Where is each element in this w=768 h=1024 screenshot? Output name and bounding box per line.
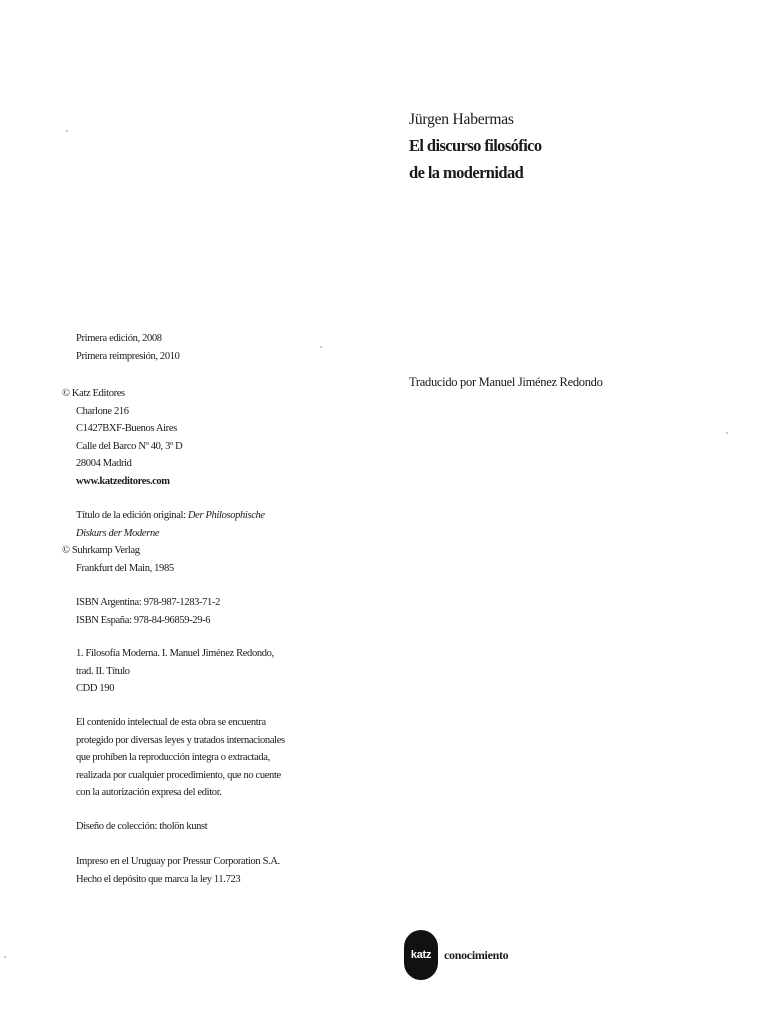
scan-speck [320,346,322,348]
publisher-name: © Katz Editores [62,388,125,399]
print-block [76,853,280,888]
scan-speck [726,432,728,434]
rights-line: El contenido intelectual de esta obra se encuentra [76,717,266,728]
original-title-b: Diskurs der Moderne [76,527,160,539]
original-publisher: © Suhrkamp Verlag [62,545,140,556]
translator-credit: Traducido por Manuel Jiménez Redondo [409,375,603,389]
legal-deposit-line: Hecho el depósito que marca la ley 11.723 [76,873,241,885]
original-title-label: Título de la edición original: [76,510,188,521]
isbn-espana: ISBN España: 978-84-96859-29-6 [76,614,211,626]
isbn-block [76,594,220,629]
isbn-argentina: ISBN Argentina: 978-987-1283-71-2 [76,597,220,608]
original-title-a: Der Philosophische [187,510,265,521]
reprint-line: Primera reimpresión, 2010 [76,350,180,362]
rights-line: que prohíben la reproducción íntegra o extractada, [76,752,270,763]
catalog-line: CDD 190 [76,683,115,694]
address-line: C1427BXF-Buenos Aires [76,423,177,434]
publisher-block [62,385,182,490]
original-title-line [62,507,265,525]
address-line: Charlone 216 [76,405,129,417]
scan-speck [4,956,6,958]
author-name: Jürgen Habermas [409,111,514,128]
address-line: 28004 Madrid [76,458,132,469]
book-title-line-1: El discurso filosófico [409,136,542,155]
scan-speck [66,130,68,132]
print-line: Impreso en el Uruguay por Pressur Corporation S.A. [76,856,280,867]
katz-badge: katz [404,930,438,980]
edition-block [76,330,180,365]
catalog-block [76,645,274,698]
catalog-line: 1. Filosofía Moderna. I. Manuel Jiménez Redondo, [76,648,274,659]
rights-line: con la autorización expresa del editor. [76,787,222,798]
rights-line: realizada por cualquier procedimiento, que no cuente [76,769,281,781]
design-block [76,818,207,836]
collection-name: conocimiento [444,947,509,962]
catalog-line: trad. II. Título [76,665,130,677]
original-place: Frankfurt del Main, 1985 [76,562,174,574]
book-title-line-2: de la modernidad [409,163,524,182]
original-edition-block [62,507,265,577]
katz-logo [404,930,508,980]
rights-line: protegido por diversas leyes y tratados internacionales [76,734,285,746]
edition-line: Primera edición, 2008 [76,333,162,344]
design-credit: Diseño de colección: tholön kunst [76,821,208,832]
address-line: Calle del Barco Nº 40, 3º D [76,440,183,452]
publisher-website: www.katzeditores.com [76,475,170,487]
rights-block [76,714,285,802]
